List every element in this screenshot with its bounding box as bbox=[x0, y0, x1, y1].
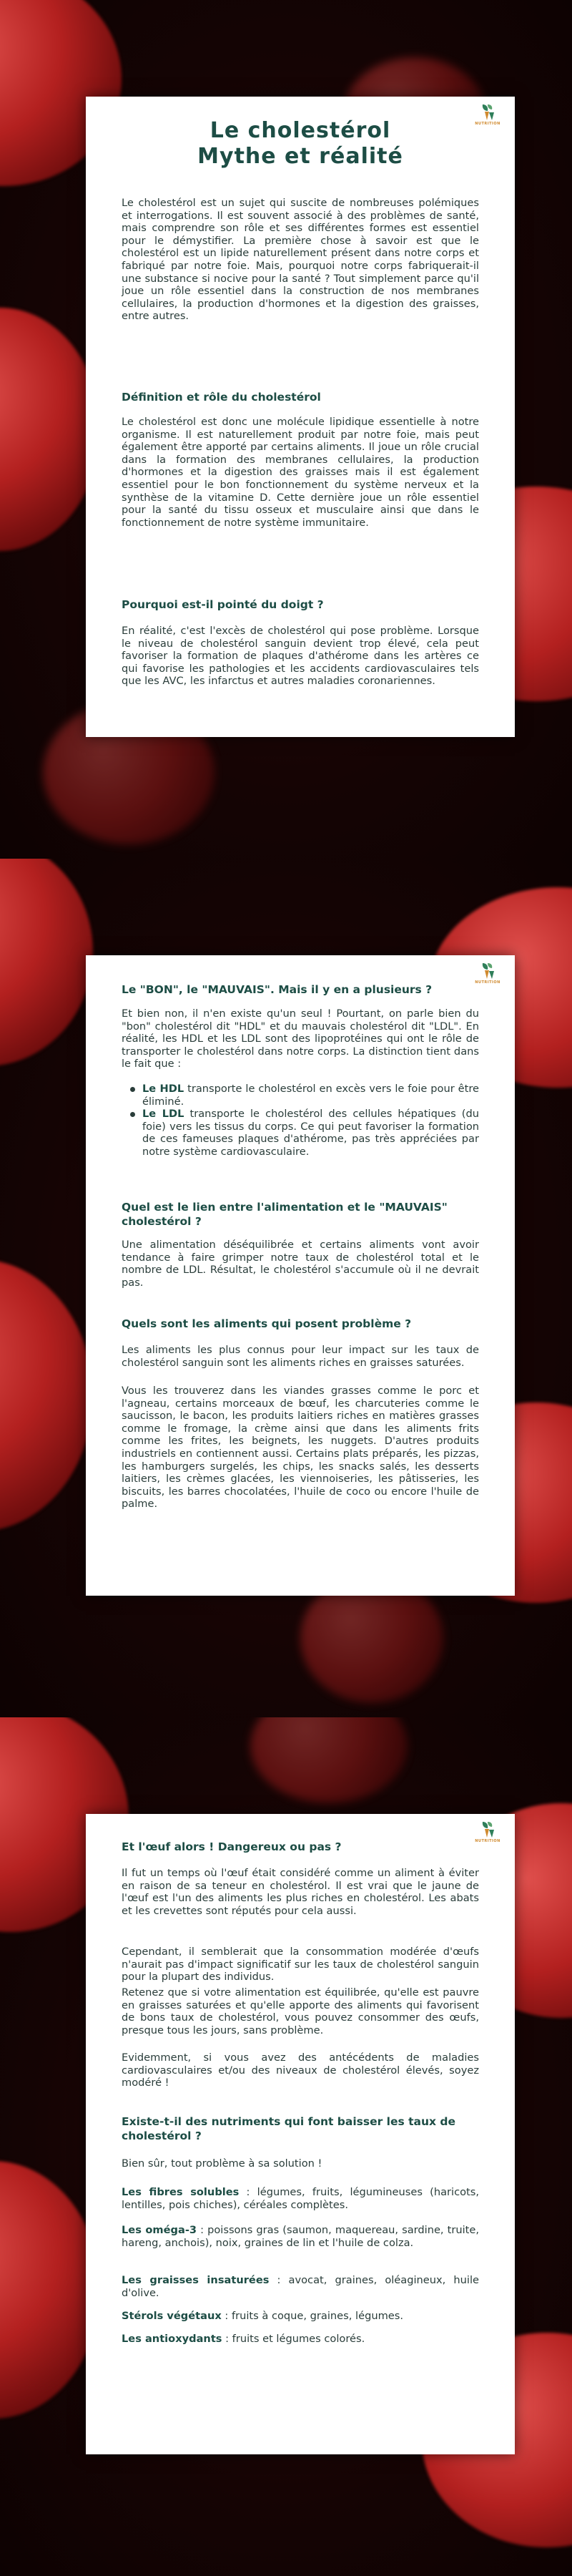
fibres-text: : légumes, fruits, légumineuses (haricots, lentilles, pois chiches), céréales complètes. bbox=[122, 2186, 479, 2211]
omega-text: : poissons gras (saumon, maquereau, sardine, truite, hareng, anchois), noix, graines de lin et l'huile de colza. bbox=[122, 2224, 480, 2249]
antiox-text: : fruits et légumes colorés. bbox=[222, 2333, 365, 2345]
types-paragraph: Et bien non, il n'en existe qu'un seul ! Pourtant, on parle bien du "bon" cholestérol dit "HDL" et du mauvais cholestérol dit "LDL". En réalité, les HDL et les LDL sont des lipoprotéines qui ont le rôle de transporter le cholestérol dans notre corps. La distinction tient dans le fait que : bbox=[122, 1008, 479, 1070]
title-line-2: Mythe et réalité bbox=[197, 144, 403, 169]
document-page-1 bbox=[86, 97, 515, 737]
red-cell-shape bbox=[0, 1259, 93, 1531]
section-heading-types: Le "BON", le "MAUVAIS". Mais il y en a plusieurs ? bbox=[122, 983, 433, 996]
nutrition-logo bbox=[469, 102, 506, 135]
title-line-1: Le cholestérol bbox=[209, 118, 391, 143]
definition-paragraph: Le cholestérol est donc une molécule lipidique essentielle à notre organisme. Il est naturellement produit par notre foie, mais peut également être apporté par certains aliments. Il joue un rôle crucial dans la formation des membranes cellulaires, la production d'hormones et la digestion des graisses mais il est également essentiel pour le bon fonctionnement du système nerveux et la synthèse de la vitamine D. Cette dernière joue un rôle essentiel pour la santé du tissu osseux et musculaire ainsi que dans le fonctionnement de notre système immunitaire. bbox=[122, 416, 479, 529]
nutrients-intro: Bien sûr, tout problème à sa solution ! bbox=[122, 2157, 322, 2170]
sterols-label: Stérols végétaux bbox=[122, 2310, 222, 2322]
antiox-label: Les antioxydants bbox=[122, 2333, 222, 2345]
page-title bbox=[122, 118, 479, 170]
list-item-ldl bbox=[130, 1108, 479, 1158]
document-page-2 bbox=[86, 955, 515, 1596]
section-heading-nutrients: Existe-t-il des nutriments qui font baisser les taux de cholestérol ? bbox=[122, 2115, 456, 2142]
ldl-text: transporte le cholestérol des cellules hépatiques (du foie) vers les tissus du corps. Ce qui peut favoriser la formation de ces fameuses plaques d'athérome, pas très appréciées par notre système cardiovasculaire. bbox=[142, 1108, 479, 1158]
intro-paragraph: Le cholestérol est un sujet qui suscite de nombreuses polémiques et interrogations. Il est souvent associé à des problèmes de santé, mais comprendre son rôle et ses différentes formes est essentiel pour le démystifier. La première chose à savoir est que le cholestérol est un lipide naturellement présent dans notre corps et fabriqué par notre foie. Mais, pourquoi notre corps fabriquerait-il une substance si nocive pour la santé ? Tout simplement parce qu'il joue un rôle essentiel dans la construction de nos membranes cellulaires, la production d'hormones et la digestion des graisses, entre autres. bbox=[122, 197, 479, 323]
egg-paragraph-3: Retenez que si votre alimentation est équilibrée, qu'elle est pauvre en graisses saturées et qu'elle apporte des aliments qui favorisent de bons taux de cholestérol, vous pouvez consommer des œufs, presque tous les jours, sans problème. bbox=[122, 1986, 479, 2036]
omega-label: Les oméga-3 bbox=[122, 2224, 197, 2236]
red-cell-shape bbox=[0, 2161, 100, 2419]
red-cell-shape bbox=[0, 859, 93, 1066]
logo-text: NUTRITION bbox=[475, 122, 500, 126]
nutrient-fibres bbox=[122, 2186, 479, 2211]
logo-text: NUTRITION bbox=[475, 1839, 500, 1843]
graisses-label: Les graisses insaturées bbox=[122, 2274, 270, 2286]
lipoprotein-list bbox=[122, 1083, 479, 1158]
red-cell-shape bbox=[0, 308, 100, 551]
egg-paragraph-2: Cependant, il semblerait que la consommation modérée d'œufs n'aurait pas d'impact significatif sur les taux de cholestérol sanguin pour la plupart des individus. bbox=[122, 1946, 479, 1984]
foods-paragraph-1: Les aliments les plus connus pour leur impact sur les taux de cholestérol sanguin sont les aliments riches en graisses saturées. bbox=[122, 1344, 479, 1369]
foods-paragraph-2: Vous les trouverez dans les viandes grasses comme le porc et l'agneau, certains morceaux de bœuf, les charcuteries comme le saucisson, le bacon, les produits laitiers riches en matières grasses comme le fromage, la crème ainsi que dans les aliments frits comme les frites, les beignets, les nuggets. D'autres produits industriels en contiennent aussi. Certains plats préparés, les pizzas, les hamburgers surgelés, les chips, les snacks salés, les desserts laitiers, les crèmes glacées, les viennoiseries, les pâtisseries, les biscuits, les barres chocolatées, l'huile de coco ou encore l'huile de palme. bbox=[122, 1385, 479, 1511]
logo-text: NUTRITION bbox=[475, 980, 500, 985]
nutrient-antioxydants bbox=[122, 2333, 479, 2346]
list-item-hdl bbox=[130, 1083, 479, 1108]
nutrient-graisses bbox=[122, 2274, 479, 2299]
section-heading-foods: Quels sont les aliments qui posent problème ? bbox=[122, 1317, 412, 1330]
leaf-logo-icon bbox=[478, 1820, 497, 1838]
ldl-label: Le LDL bbox=[142, 1108, 184, 1121]
red-cell-shape bbox=[250, 1717, 408, 1803]
fibres-label: Les fibres solubles bbox=[122, 2186, 240, 2198]
link-paragraph: Une alimentation déséquilibrée et certains aliments vont avoir tendance à faire grimper notre taux de cholestérol total et le nombre de LDL. Résultat, le cholestérol s'accumule où il ne devrait pas. bbox=[122, 1239, 479, 1289]
hdl-text: transporte le cholestérol en excès vers le foie pour être éliminé. bbox=[142, 1083, 480, 1108]
egg-paragraph-4: Evidemment, si vous avez des antécédents de maladies cardiovasculaires et/ou des niveaux de cholestérol élevés, soyez modéré ! bbox=[122, 2051, 479, 2089]
nutrient-sterols bbox=[122, 2310, 479, 2323]
leaf-logo-icon bbox=[478, 102, 497, 121]
problem-paragraph: En réalité, c'est l'excès de cholestérol qui pose problème. Lorsque le niveau de cholestérol sanguin devient trop élevé, cela peut favoriser la formation de plaques d'athérome dans les artères ce qui favorise les pathologies et les accidents cardiovasculaires tels que les AVC, les infarctus et autres maladies coronariennes. bbox=[122, 625, 479, 688]
section-heading-problem: Pourquoi est-il pointé du doigt ? bbox=[122, 598, 324, 611]
hdl-label: Le HDL bbox=[142, 1083, 184, 1095]
section-heading-definition: Définition et rôle du cholestérol bbox=[122, 391, 321, 404]
sterols-text: : fruits à coque, graines, légumes. bbox=[221, 2310, 404, 2322]
graisses-text: : avocat, graines, oléagineux, huile d'olive. bbox=[122, 2274, 479, 2299]
section-heading-egg: Et l'œuf alors ! Dangereux ou pas ? bbox=[122, 1840, 342, 1853]
section-heading-link: Quel est le lien entre l'alimentation et le "MAUVAIS" cholestérol ? bbox=[122, 1201, 448, 1228]
egg-paragraph-1: Il fut un temps où l'œuf était considéré comme un aliment à éviter en raison de sa teneur en cholestérol. Il est vrai que le jaune de l'œuf est l'un des aliments les plus riches en cholestérol. Les abats et les crevettes sont réputés pour cela aussi. bbox=[122, 1867, 479, 1917]
nutrient-omega bbox=[122, 2224, 479, 2249]
document-page-3 bbox=[86, 1814, 515, 2454]
leaf-logo-icon bbox=[478, 961, 497, 980]
